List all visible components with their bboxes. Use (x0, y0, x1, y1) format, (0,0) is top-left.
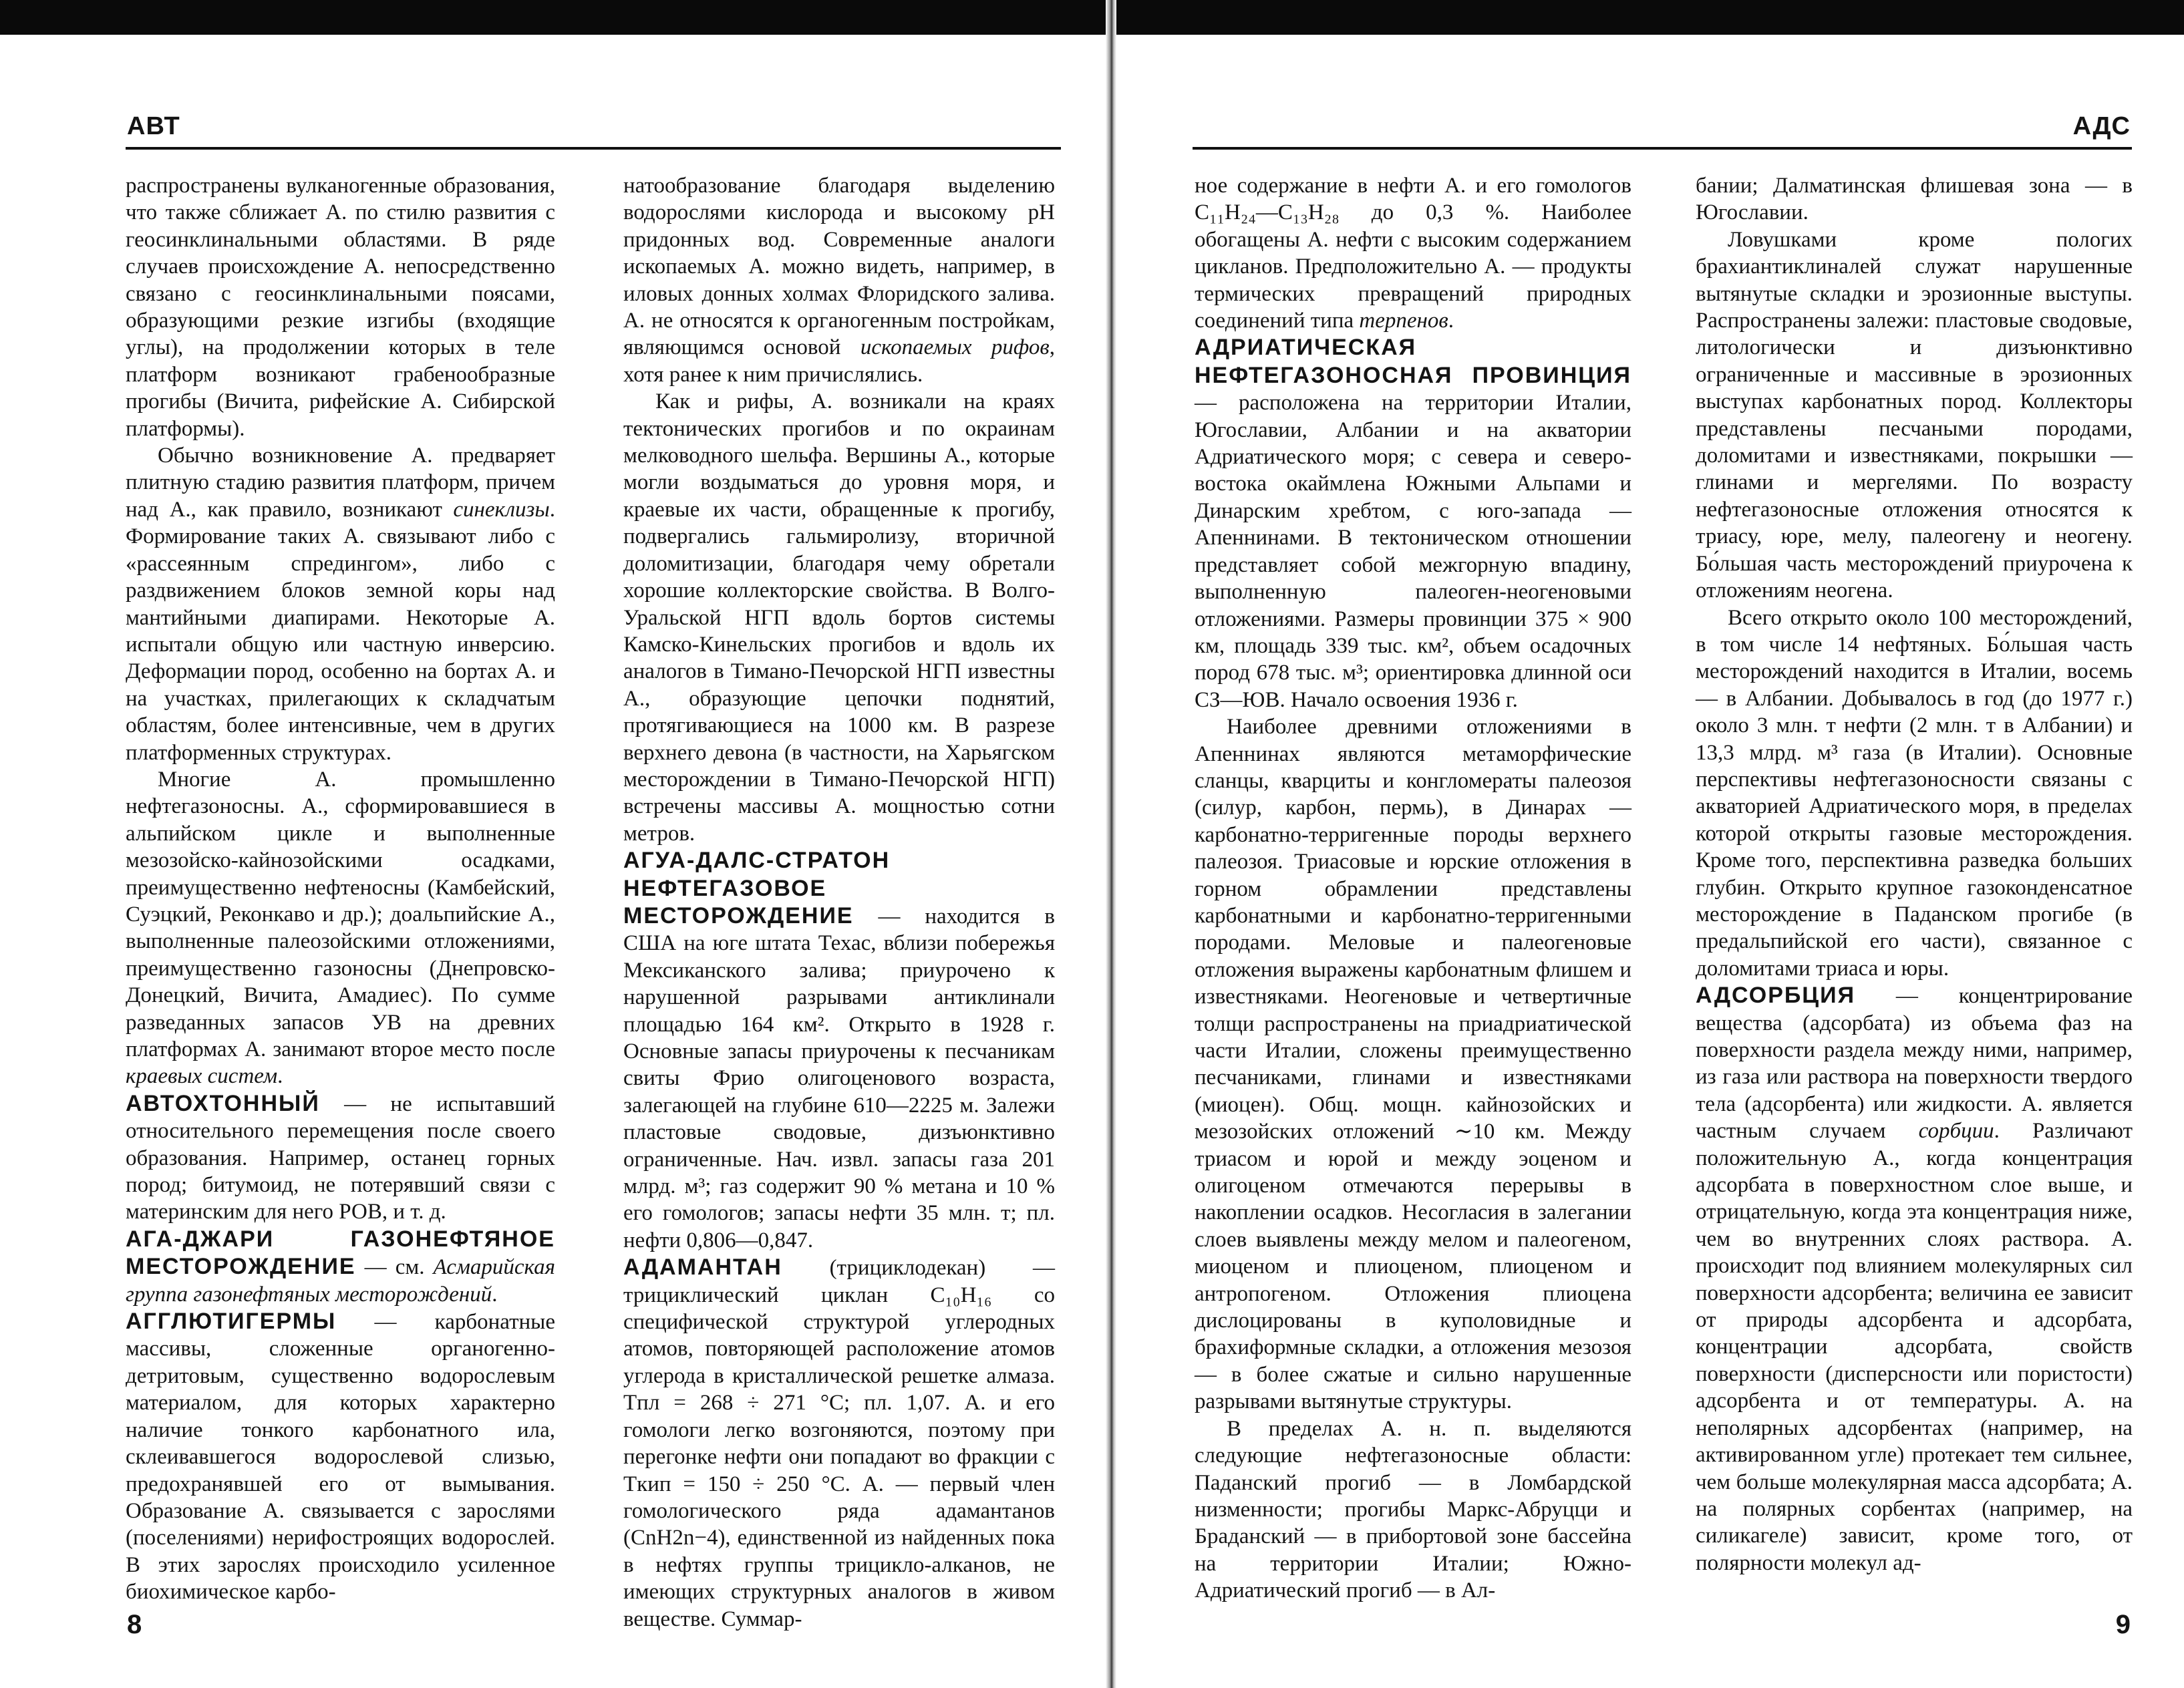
paragraph (623, 388, 1055, 847)
body-text: Всего открыто около 100 месторождений, в том числе 14 нефтяных. Бо́льшая часть месторождений находится в Италии, восемь — в Албании. Добывалось в год (до 1977 г.) около 3 млн. т нефти (2 млн. т в Албании) и 13,3 млрд. м³ газа (в Италии). Основные перспективы нефтегазоносности связаны с акваторией Адриатического моря, в пределах которой открыты газовые месторождения. Кроме того, перспективна разведка больших глубин. Открыто крупное газоконденсатное месторождение в Паданском прогибе (в предальпийской его части), связанное с доломитами триаса и юры. (1696, 605, 2133, 981)
body-text: Многие А. промышленно нефтегазоносны. А., сформировавшиеся в альпийском цикле и выполненные мезозойско-кайнозойскими осадками, преимущественно нефтеносны (Камбейский, Суэцкий, Реконкаво и др.); доальпийские А., выполненные палеозойскими отложениями, преимущественно газоносны (Днепровско-Донецкий, Вичита, Амадиес). По сумме разведанных запасов УВ на древних платформах А. занимают второе место после (126, 767, 555, 1061)
paragraph (126, 172, 555, 442)
dictionary-entry (126, 1308, 555, 1605)
entry-headword: АГУА-ДАЛС-СТРАТОН НЕФТЕГАЗОВОЕ МЕСТОРОЖДЕНИЕ (623, 848, 891, 929)
left-page-column-1 (126, 172, 555, 1605)
cross-reference: Асмарийская группа газонефтяных месторождений (126, 1255, 555, 1307)
body-text: — не испытавший относительного перемещения после своего образования. Например, останец горных пород; битумоид, не потерявший связи с материнским для него РОВ, и т. д. (126, 1091, 555, 1224)
right-page-column-2 (1696, 172, 2133, 1595)
paragraph (623, 172, 1055, 388)
body-text: , хотя ранее к ним причислялись. (623, 335, 1055, 387)
body-text: Как и рифы, А. возникали на краях тектонических прогибов и по окраинам мелководного шельфа. Вершины А., которые могли воздыматься до уровня моря, и краевые их части, обращенные к прогибу, подвергались гальмиролизу, вторичной доломитизации, благодаря чему обретали хорошие коллекторские свойства. В Волго-Уральской НГП вдоль бортов системы Камско-Кинельских прогибов и вдоль их аналогов в Тимано-Печорской НГП известны А., образующие цепочки поднятий, протягивающиеся на 1000 км. В разрезе верхнего девона (в частности, на Харьягском месторождении в Тимано-Печорской НГП) встречены массивы А. мощностью сотни метров. (623, 389, 1055, 846)
body-text: — находится в США на юге штата Техас, вблизи побережья Мексиканского залива; приурочено к нарушенной разрывами антиклинали площадью 164 км². Открыто в 1928 г. Основные запасы приурочены к песчаникам свиты Фрио олигоценового возраста, залегающей на глубине 610—2225 м. Залежи пластовые сводовые, дизъюнктивно ограниченные. Нач. извл. запасы газа 201 млрд. м³; газ содержит 90 % метана и 10 % его гомологов; запасы нефти 35 млн. т; пл. нефти 0,806—0,847. (623, 904, 1055, 1252)
body-text: . (1448, 309, 1454, 333)
body-text: натообразование благодаря выделению водорослями кислорода и высокому pH придонных вод. Современные аналоги ископаемых А. можно видеть, например, в иловых донных холмах Флоридского залива. А. не относятся к органогенным постройкам, являющимся основой (623, 174, 1055, 360)
body-text: ное содержание в нефти А. и его гомологов C₁₁H₂₄—C₁₃H₂₈ до 0,3 %. Наиболее обогащены А. нефти с высоким содержанием цикланов. Предположительно А. — продукты термических превращений природных соединений типа (1195, 174, 1631, 333)
paragraph (1195, 1415, 1631, 1605)
dictionary-entry (1696, 982, 2133, 1576)
paragraph (126, 442, 555, 766)
page-number: 8 (127, 1610, 142, 1639)
paragraph (1696, 172, 2133, 226)
entry-headword: АДРИАТИЧЕСКАЯ НЕФТЕГАЗОНОСНАЯ ПРОВИНЦИЯ (1195, 335, 1631, 388)
left-page-column-2 (623, 172, 1055, 1631)
page-number: 9 (2115, 1610, 2131, 1639)
body-text: — карбонатные массивы, сложенные органогенно-детритовым, существенно водорослевым материалом, для которых характерно наличие тонкого карбонатного ила, склеивавшегося водорослевой слизью, предохранявшей его от вымывания. Образование А. связывается с зарослями (поселениями) нерифостроящих водорослей. В этих зарослях происходило усиленное биохимическое карбо- (126, 1310, 555, 1605)
body-text: Обычно возникновение А. предваряет плитную стадию развития платформ, причем над А., как правило, возникают (126, 444, 555, 522)
body-text: В пределах А. н. п. выделяются следующие нефтегазоносные области: Паданский прогиб — в Ломбардской низменности; прогибы Маркс-Абруцци и Браданский — в прибортовой зоне бассейна на территории Италии; Южно-Адриатический прогиб — в Ал- (1195, 1416, 1631, 1603)
entry-headword: АДСОРБЦИЯ (1696, 983, 1856, 1009)
running-head: АДС (2072, 112, 2131, 140)
cross-reference: сорбции (1918, 1119, 1994, 1144)
paragraph (1195, 713, 1631, 1415)
paragraph (1195, 172, 1631, 334)
body-text: бании; Далматинская флишевая зона — в Югославии. (1696, 174, 2133, 225)
body-text: . (277, 1064, 283, 1089)
header-rule (1193, 147, 2132, 150)
cross-reference: краевых систем (126, 1064, 278, 1089)
body-text: (трициклодекан) — трициклический циклан C₁₀H₁₆ со специфической структурой углеродных атомов, повторяющей расположение атомов углерода в кристаллической решетке алмаза. Tпл = 268 ÷ 271 °C; пл. 1,07. А. и его гомологи легко возгоняются, поэтому при перегонке нефти они попадают во фракции с Tкип = 150 ÷ 250 °C. А. — первый член гомологического ряда адамантанов (CnH2n−4), единственной из найденных пока в нефтях группы трицикло-алканов, не имеющих структурных аналогов в живом веществе. Суммар- (623, 1256, 1055, 1631)
body-text: — см. (355, 1255, 434, 1280)
dictionary-entry (1195, 334, 1631, 713)
dictionary-entry (126, 1090, 555, 1226)
cross-reference: синеклизы (453, 497, 550, 522)
header-rule (126, 147, 1061, 150)
running-head: АВТ (127, 112, 180, 140)
body-text: — расположена на территории Италии, Югославии, Албании и на акватории Адриатического моря; с севера и северо-востока окаймлена Южными Альпами и Динарским хребтом, с юго-запада — Апеннинами. В тектоническом отношении представляет собой межгорную впадину, выполненную палеоген-неогеновыми отложениями. Размеры провинции 375 × 900 км, площадь 339 тыс. км², объем осадочных пород 678 тыс. м³; ориентировка длинной оси СЗ—ЮВ. Начало освоения 1936 г. (1195, 391, 1631, 712)
paragraph (126, 766, 555, 1090)
right-page-column-1 (1195, 172, 1631, 1603)
entry-headword: АГА-ДЖАРИ ГАЗОНЕФТЯНОЕ МЕСТОРОЖДЕНИЕ (126, 1226, 555, 1280)
body-text: . Различают положительную А., когда концентрация адсорбата в поверхностном слое выше, и отрицательную, когда эта концентрация ниже, чем во внутренних слоях раствора. А. происходит под влиянием молекулярных сил поверхности адсорбента; величина ее зависит от природы адсорбента и адсорбата, концентрации адсорбата, свойств поверхности (дисперсности или пористости) адсорбента и от температуры. А. на неполярных адсорбентах (например, на активированном угле) протекает тем сильнее, чем больше молекулярная масса адсорбата; А. на полярных сорбентах (например, на силикагеле) зависит, кроме того, от полярности молекул ад- (1696, 1119, 2133, 1575)
entry-headword: АВТОХТОННЫЙ (126, 1090, 320, 1116)
paragraph (1696, 226, 2133, 605)
cross-reference: ископаемых рифов (860, 335, 1050, 360)
entry-headword: АГГЛЮТИГЕРМЫ (126, 1309, 337, 1335)
body-text: Ловушками кроме пологих брахиантиклиналей служат нарушенные вытянутые складки и эрозионные выступы. Распространены залежи: пластовые сводовые, литологически и дизъюнктивно ограниченные и массивные в эрозионных выступах карбонатных пород. Коллекторы представлены песчаными породами, доломитами и известняками, покрышки — глинами и мергелями. По возрасту нефтегазоносные отложения относятся к триасу, юре, мелу, палеогену и неогену. Бо́льшая часть месторождений приурочена к отложениям неогена. (1696, 227, 2133, 603)
body-text: . Формирование таких А. связывают либо с «рассеянным спредингом», либо с раздвижением блоков земной коры над мантийными диапирами. Некоторые А. испытали общую или частную инверсию. Деформации пород, особенно на бортах А. и на участках, прилегающих к складчатым областям, более интенсивные, чем в других платформенных структурах. (126, 497, 555, 765)
body-text: распространены вулканогенные образования, что также сближает А. по стилю развития с геосинклинальными областями. В ряде случаев происхождение А. непосредственно связано с геосинклинальными поясами, образующими резкие изгибы (входящие углы), на продолжении которых в теле платформ возникают грабенообразные прогибы (Вичита, рифейские А. Сибирской платформы). (126, 174, 555, 441)
book-spine (1106, 0, 1116, 1688)
paragraph (1696, 605, 2133, 983)
entry-headword: АДАМАНТАН (623, 1254, 782, 1281)
cross-reference: терпенов (1359, 309, 1448, 333)
dictionary-entry (623, 847, 1055, 1254)
body-text: — концентрирование вещества (адсорбата) из объема фаз на поверхности раздела между ними, например, из газа или раствора на поверхности твердого тела (адсорбента) или жидкости. А. является частным случаем (1696, 984, 2133, 1144)
body-text: . (492, 1282, 498, 1307)
right-page (1116, 0, 2184, 1688)
dictionary-entry (126, 1226, 555, 1308)
body-text: Наиболее древними отложениями в Апеннинах являются метаморфические сланцы, кварциты и конгломераты палеозоя (силур, карбон, пермь), в Динарах — карбонатно-терригенные породы верхнего палеозоя. Триасовые и юрские отложения в горном обрамлении представлены карбонатными и карбонатно-терригенными породами. Меловые и палеогеновые отложения выражены карбонатным флишем и известняками. Неогеновые и четвертичные толщи распространены на приадриатической части Италии, сложены преимущественно песчаниками, глинами и известняками (миоцен). Общ. мощн. кайнозойских и мезозойских отложений ∼10 км. Между триасом и юрой и между эоценом и олигоценом отмечаются перерывы в накоплении осадков. Несогласия в залегании слоев выявлены между мелом и палеогеном, миоценом и плиоценом, плиоценом и антропогеном. Отложения плиоцена дислоцированы в куполовидные и брахиформные складки, а отложения мезозоя — в более сжатые и сильно нарушенные разрывами вытянутые структуры. (1195, 715, 1631, 1414)
dictionary-entry (623, 1254, 1055, 1633)
